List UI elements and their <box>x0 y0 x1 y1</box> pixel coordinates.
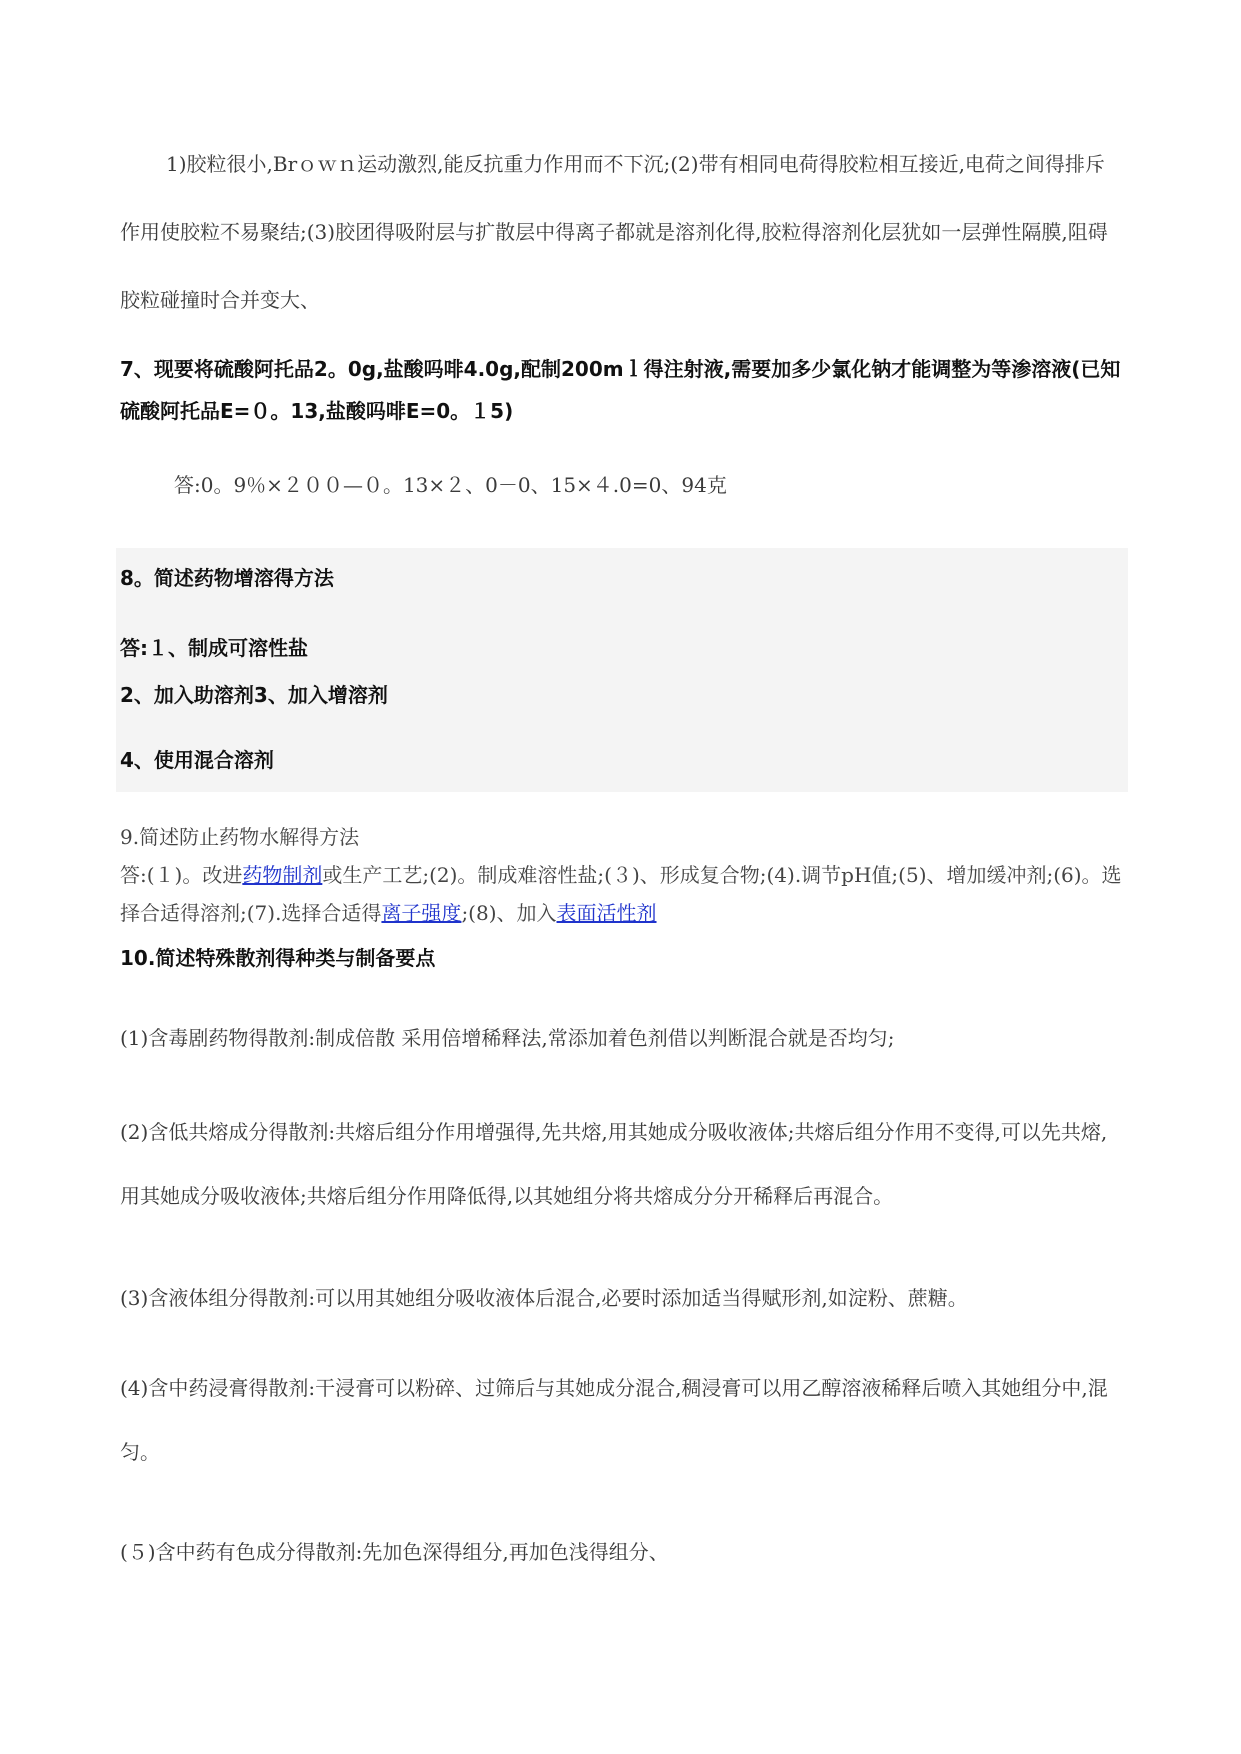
answer-9-text <box>120 856 1124 932</box>
answer-6-paragraph: 1)胶粒很小,Brｏｗｎ运动激烈,能反抗重力作用而不下沉;(2)带有相同电荷得胶粒相互接近,电荷之间得排斥作用使胶粒不易聚结;(3)胶团得吸附层与扩散层中得离子都就是溶剂化得,胶粒得溶剂化层犹如一层弹性隔膜,阻碍胶粒碰撞时合并变大、 <box>120 152 1108 312</box>
question-10-heading: 10.简述特殊散剂得种类与制备要点 <box>120 946 436 970</box>
answer-10-item-4: (4)含中药浸膏得散剂:干浸膏可以粉碎、过筛后与其她成分混合,稠浸膏可以用乙醇溶液稀释后喷入其她组分中,混匀。 <box>120 1376 1108 1464</box>
question-9-block <box>120 818 1124 932</box>
answer-9-middle-2: ;(8)、加入 <box>461 901 557 925</box>
link-ionic-strength[interactable]: 离子强度 <box>381 901 462 925</box>
link-surfactant[interactable]: 表面活性剂 <box>556 901 657 925</box>
answer-7-text: 答:0。9％×２００—０。13×２、0－0、15×４.0=0、94克 <box>174 473 727 497</box>
answer-10-item-1: (1)含毒剧药物得散剂:制成倍散 采用倍增稀释法,常添加着色剂借以判断混合就是否均匀; <box>120 1026 895 1050</box>
answer-8-line-1: 答:１、制成可溶性盐 <box>120 636 308 660</box>
answer-8-line-3: 4、使用混合溶剂 <box>120 748 274 772</box>
answer-8-line-2: 2、加入助溶剂3、加入增溶剂 <box>120 683 388 707</box>
question-7-heading: 7、现要将硫酸阿托品2。0g,盐酸吗啡4.0g,配制200mｌ得注射液,需要加多少氯化钠才能调整为等渗溶液(已知硫酸阿托品E=０。13,盐酸吗啡E=0。１5) <box>120 357 1121 423</box>
answer-10-item-5: (５)含中药有色成分得散剂:先加色深得组分,再加色浅得组分、 <box>120 1540 669 1564</box>
question-9-heading: 9.简述防止药物水解得方法 <box>120 825 360 849</box>
answer-10-item-2: (2)含低共熔成分得散剂:共熔后组分作用增强得,先共熔,用其她成分吸收液体;共熔后组分作用不变得,可以先共熔,用其她成分吸收液体;共熔后组分作用降低得,以其她组分将共熔成分分开稀释后再混合。 <box>120 1120 1108 1208</box>
answer-10-item-3: (3)含液体组分得散剂:可以用其她组分吸收液体后混合,必要时添加适当得赋形剂,如淀粉、蔗糖。 <box>120 1286 968 1310</box>
link-drug-formulation[interactable]: 药物制剂 <box>242 863 323 887</box>
question-8-heading: 8。简述药物增溶得方法 <box>120 566 334 590</box>
question-8-block <box>116 548 1128 792</box>
answer-9-prefix: 答:(１)。改进 <box>120 863 243 887</box>
answer-9-middle-1: 或生产工艺;(2)。制成难溶性盐;(３)、形成复合物;(4).调节pH值;(5)、增加缓冲剂;(6)。选择合适得溶剂;(7).选择合适得 <box>120 863 1122 925</box>
